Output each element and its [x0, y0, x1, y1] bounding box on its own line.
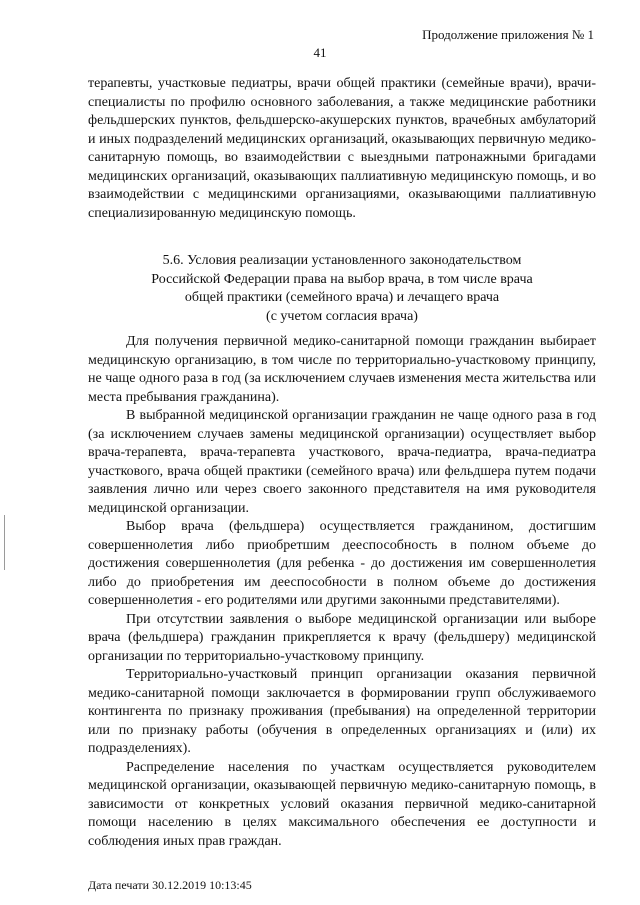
section-heading-line: 5.6. Условия реализации установленного законодательством	[162, 253, 522, 268]
intro-text-block	[88, 75, 596, 223]
section-heading-line: Российской Федерации права на выбор врача, в том числе врача	[151, 271, 533, 287]
paragraph-choice-of-doctor: В выбранной медицинской организации гражданин не чаще одного раза в год (за исключением случаев замены медицинской организации) осуществляет выбор врача-терапевта, врача-терапевта участкового, врача-педиатра, врача-педиатра участкового, врача общей практики (семейного врача) или фельдшера путем подачи заявления лично или через своего законного представителя на имя руководителя медицинской организации.	[88, 408, 596, 516]
intro-paragraph: терапевты, участковые педиатры, врачи общей практики (семейные врачи), врачи-специалисты по профилю основного заболевания, а также медицинские работники фельдшерских пунктов, фельдшерско-акушерских пунктов, врачебных амбулаторий и иных подразделений медицинских организаций, оказывающих первичную медико-санитарную помощь, во взаимодействии с выездными патронажными бригадами медицинских организаций, оказывающих паллиативную медицинскую помощь, и во взаимодействии с медицинскими организациями, оказывающими паллиативную специализированную медицинскую помощь.	[88, 76, 596, 221]
paragraph-territorial-principle: Территориально-участковый принцип организации оказания первичной медико-санитарной помощи заключается в формировании групп обслуживаемого контингента по признаку проживания (пребывания) на определенной территории или по признаку работы (обучения в определенных организациях и (или) их подразделениях).	[88, 667, 596, 756]
paragraph-population-distribution: Распределение населения по участкам осуществляется руководителем медицинской организации, оказывающей первичную медико-санитарную помощь, в зависимости от конкретных условий оказания первичной медико-санитарной помощи населению в целях максимального обеспечения ее доступности и соблюдения иных прав граждан.	[88, 759, 596, 849]
section-heading-line: (с учетом согласия врача)	[266, 308, 418, 324]
paragraph-no-application: При отсутствии заявления о выборе медицинской организации или выборе врача (фельдшера) гражданин прикрепляется к врачу (фельдшеру) медицинской организации по территориально-участковому принципу.	[88, 611, 596, 664]
page-number: 41	[313, 45, 327, 60]
paragraph-legal-age: Выбор врача (фельдшера) осуществляется гражданином, достигшим совершеннолетия либо приобретшим дееспособность в полном объеме до достижения совершеннолетия (для ребенка - до достижения им совершеннолетия либо до приобретения им дееспособности в полном объеме до достижения совершеннолетия - его родителями или другими законными представителями).	[88, 519, 596, 608]
section-heading-line: общей практики (семейного врача) и лечащего врача	[184, 290, 500, 305]
appendix-continuation-note: Продолжение приложения № 1	[422, 27, 594, 42]
section-heading	[88, 252, 596, 326]
paragraph-choice-of-organization: Для получения первичной медико-санитарной помощи гражданин выбирает медицинскую организацию, в том числе по территориально-участковому принципу, не чаще одного раза в год (за исключением случаев изменения места жительства или места пребывания гражданина).	[88, 334, 596, 405]
print-date: Дата печати 30.12.2019 10:13:45	[88, 878, 252, 892]
binding-margin-mark	[4, 515, 5, 570]
section-body	[88, 333, 596, 851]
